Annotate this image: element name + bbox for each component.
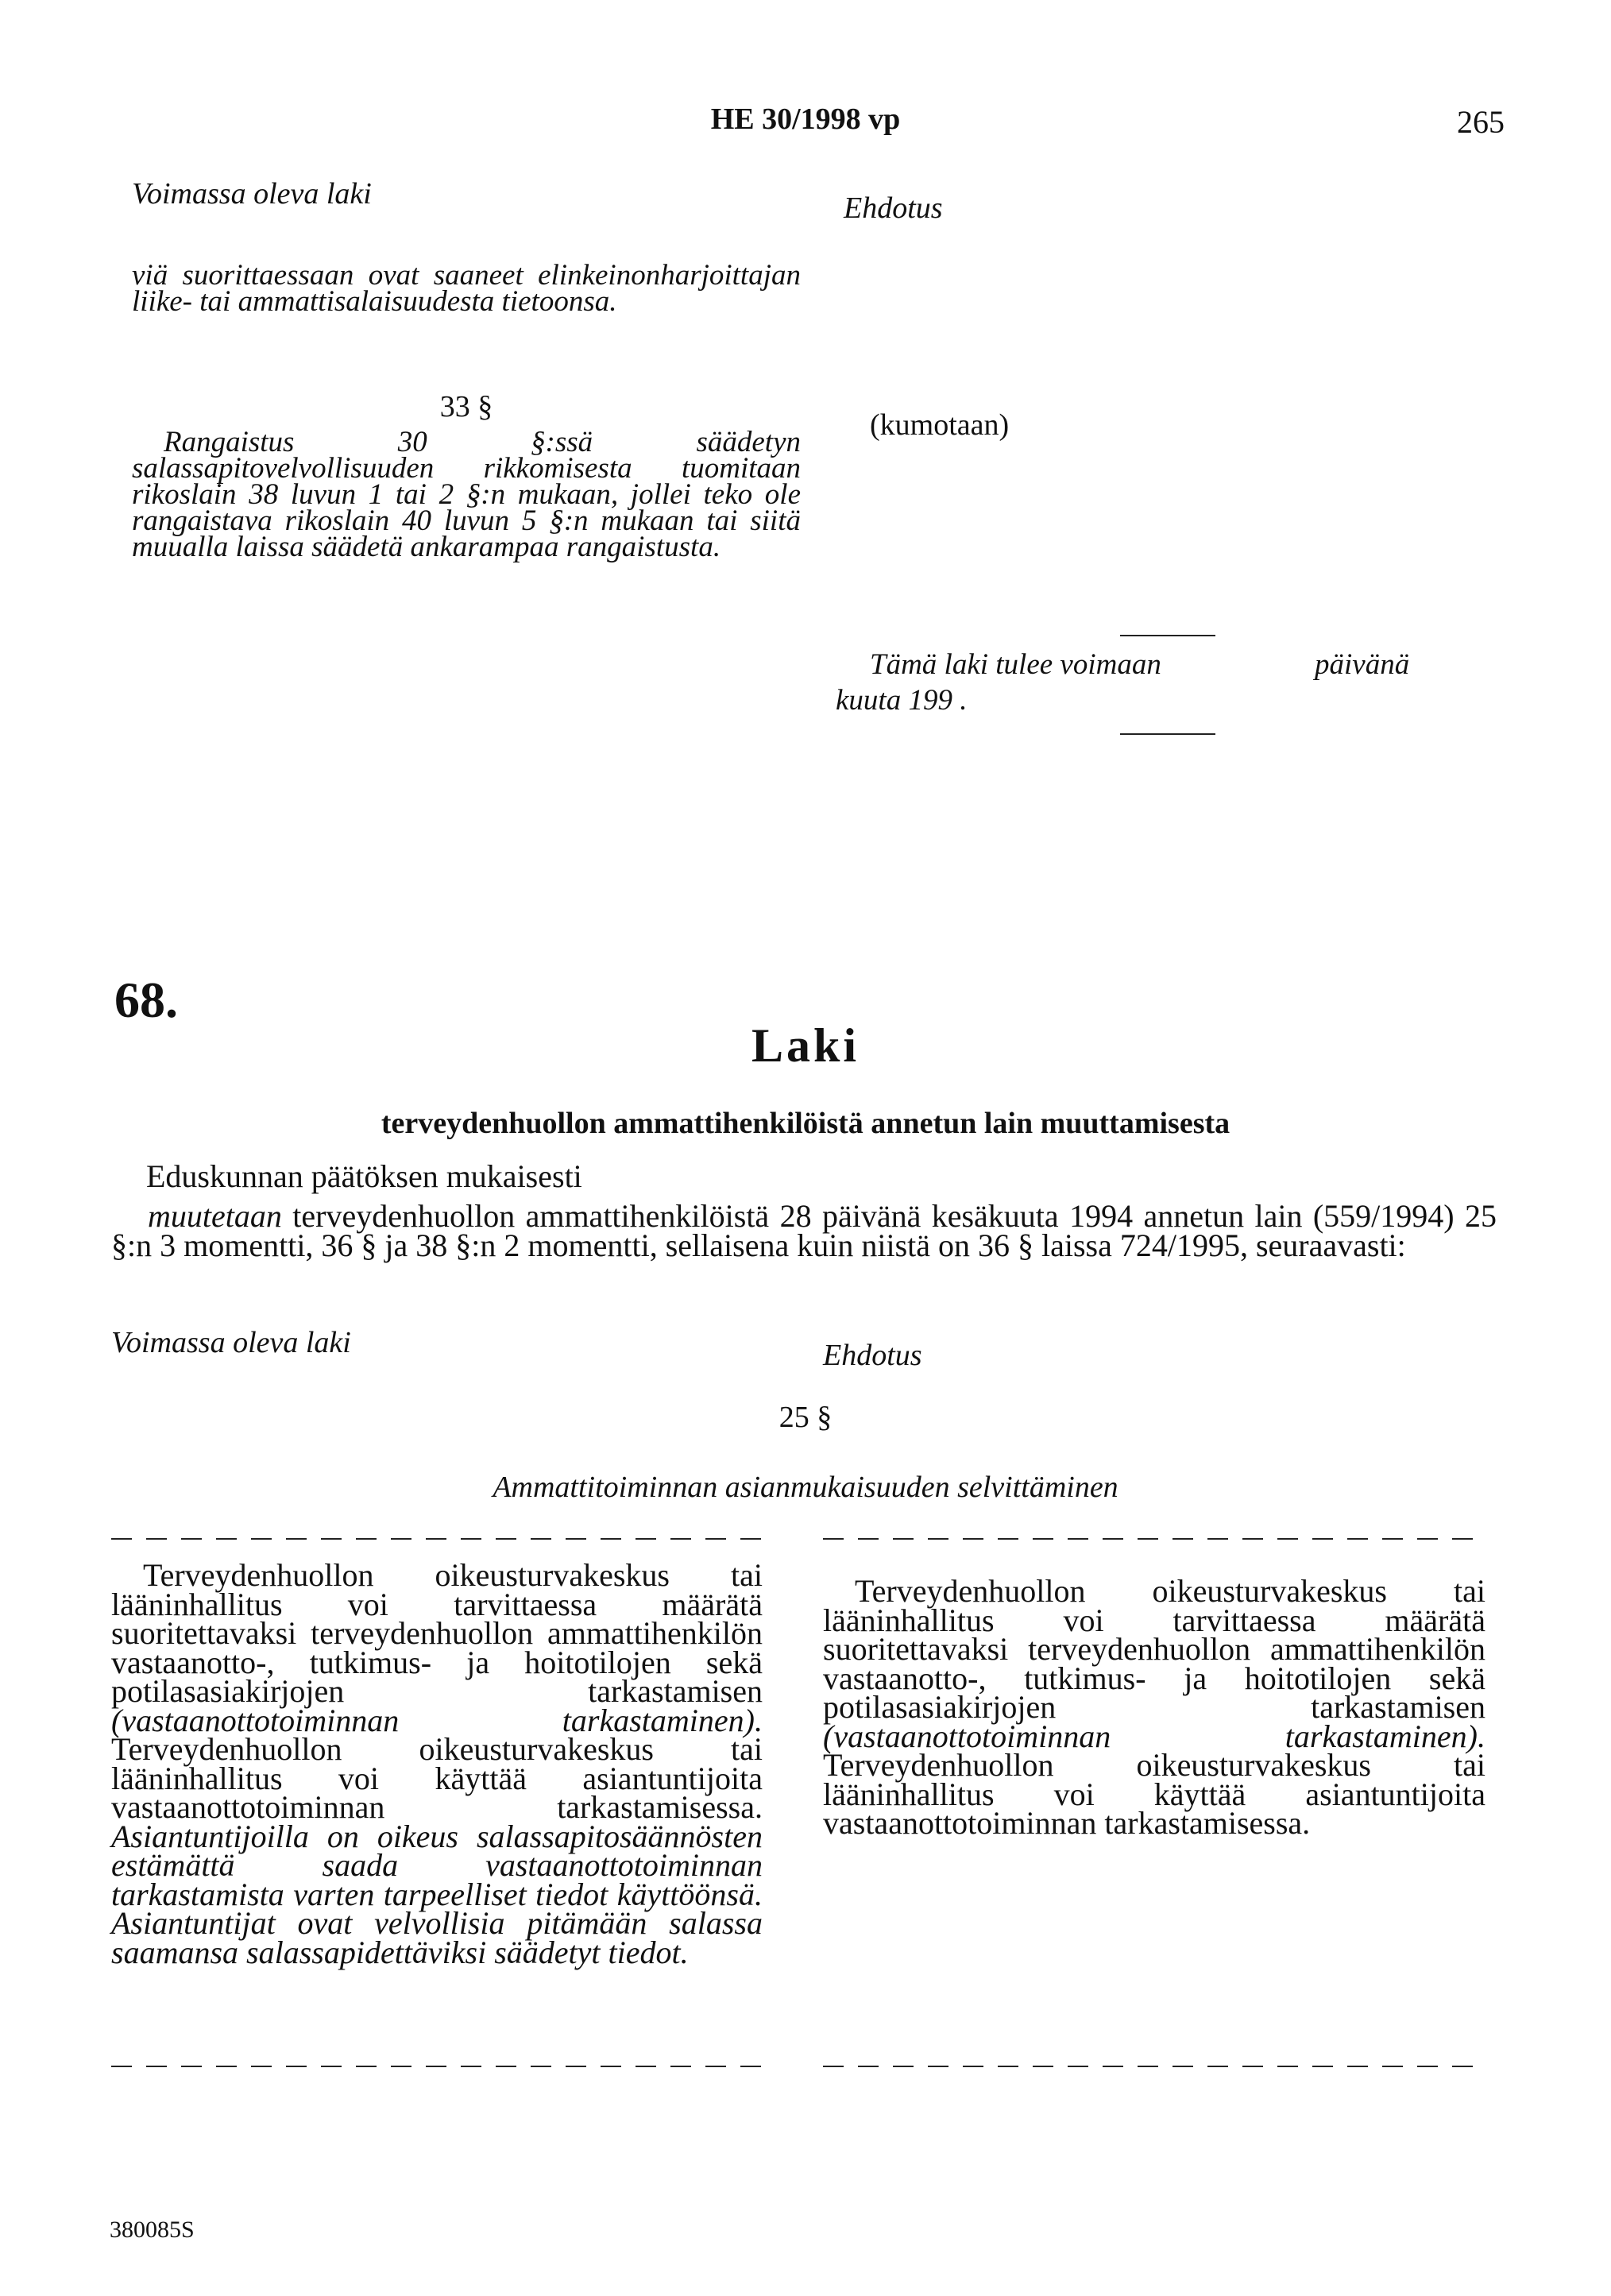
- repealed-note: (kumotaan): [870, 408, 1010, 442]
- left-para-italic2: Asiantuntijoilla on oikeus salassapitosäännösten estämättä saada vastaanottotoiminnan tarkastamista varten tarpeelliset tiedot käyttöönsä. Asiantuntijat ovat velvollisia pitämään salassa saamansa salassapidettäviksi säädetyt tiedot.: [111, 1818, 763, 1970]
- law-subtitle: terveydenhuollon ammattihenkilöistä annetun lain muuttamisesta: [381, 1107, 1230, 1140]
- rule-bottom: [1120, 733, 1215, 735]
- right-column-heading: Ehdotus: [844, 191, 943, 225]
- amendment-clause: [111, 1198, 1497, 1263]
- left-column-heading-2: Voimassa oleva laki: [111, 1326, 351, 1359]
- rule-top: [1120, 635, 1215, 636]
- left-omission-dashes-top: [111, 1538, 763, 1540]
- right-para-italic: (vastaanottotoiminnan tarkastaminen).: [823, 1718, 1485, 1754]
- amendment-text: terveydenhuollon ammattihenkilöistä 28 päivänä kesäkuuta 1994 annetun lain (559/1994) 25 §:n 3 momentti, 36 § ja 38 §:n 2 momentti, sellaisena kuin niistä on 36 § laissa 724/1995, seuraavasti:: [111, 1198, 1497, 1263]
- law-title: Laki: [751, 1019, 860, 1072]
- right-omission-dashes-bottom: [823, 2066, 1485, 2067]
- right-omission-dashes-top: [823, 1538, 1485, 1540]
- page-number: 265: [1457, 104, 1505, 140]
- law-number: 68.: [114, 972, 178, 1028]
- left-omission-dashes-bottom: [111, 2066, 763, 2067]
- entry-into-force-day: päivänä: [1315, 648, 1410, 681]
- enacting-clause: Eduskunnan päätöksen mukaisesti: [146, 1158, 582, 1194]
- running-header: HE 30/1998 vp: [710, 102, 901, 136]
- section-33-heading: 33 §: [439, 390, 493, 423]
- left-column-heading: Voimassa oleva laki: [132, 177, 372, 211]
- print-code: 380085S: [110, 2217, 195, 2243]
- amendment-keyword: muutetaan: [148, 1198, 282, 1234]
- left-para-part1: Terveydenhuollon oikeusturvakeskus tai lääninhallitus voi tarvittaessa määrätä suoritettavaksi terveydenhuollon ammattihenkilön vastaanotto-, tutkimus- ja hoitotilojen sekä potilasasiakirjojen tarkastamisen: [111, 1557, 763, 1709]
- right-column-heading-2: Ehdotus: [823, 1339, 922, 1372]
- entry-into-force-line1: Tämä laki tulee voimaan: [870, 648, 1161, 681]
- section-25-title: Ammattitoiminnan asianmukaisuuden selvittäminen: [493, 1471, 1118, 1504]
- section-25-heading: 25 §: [778, 1401, 833, 1434]
- right-para-part2: Terveydenhuollon oikeusturvakeskus tai lääninhallitus voi käyttää asiantuntijoita vastaanottotoiminnan tarkastamisessa.: [823, 1747, 1485, 1841]
- left-section-25-paragraph: [111, 1557, 763, 1970]
- left-para-part2: Terveydenhuollon oikeusturvakeskus tai lääninhallitus voi käyttää asiantuntijoita vastaanottotoiminnan tarkastamisessa.: [111, 1731, 763, 1825]
- section-33-text: Rangaistus 30 §:ssä säädetyn salassapitovelvollisuuden rikkomisesta tuomitaan rikoslain 38 luvun 1 tai 2 §:n mukaan, jollei teko ole rangaistava rikoslain 40 luvun 5 §:n mukaan tai siitä muualla laissa säädetä ankarampaa rangaistusta.: [132, 426, 801, 563]
- left-para-italic1: (vastaanottotoiminnan tarkastaminen).: [111, 1702, 763, 1738]
- left-continued-text: viä suorittaessaan ovat saaneet elinkeinonharjoittajan liike- tai ammattisalaisuudesta tietoonsa.: [132, 259, 801, 318]
- entry-into-force-line2: kuuta 199 .: [836, 684, 968, 717]
- right-section-25-paragraph: [823, 1573, 1485, 1841]
- right-para-part1: Terveydenhuollon oikeusturvakeskus tai lääninhallitus voi tarvittaessa määrätä suoritettavaksi terveydenhuollon ammattihenkilön vastaanotto-, tutkimus- ja hoitotilojen sekä potilasasiakirjojen tarkastamisen: [823, 1573, 1485, 1725]
